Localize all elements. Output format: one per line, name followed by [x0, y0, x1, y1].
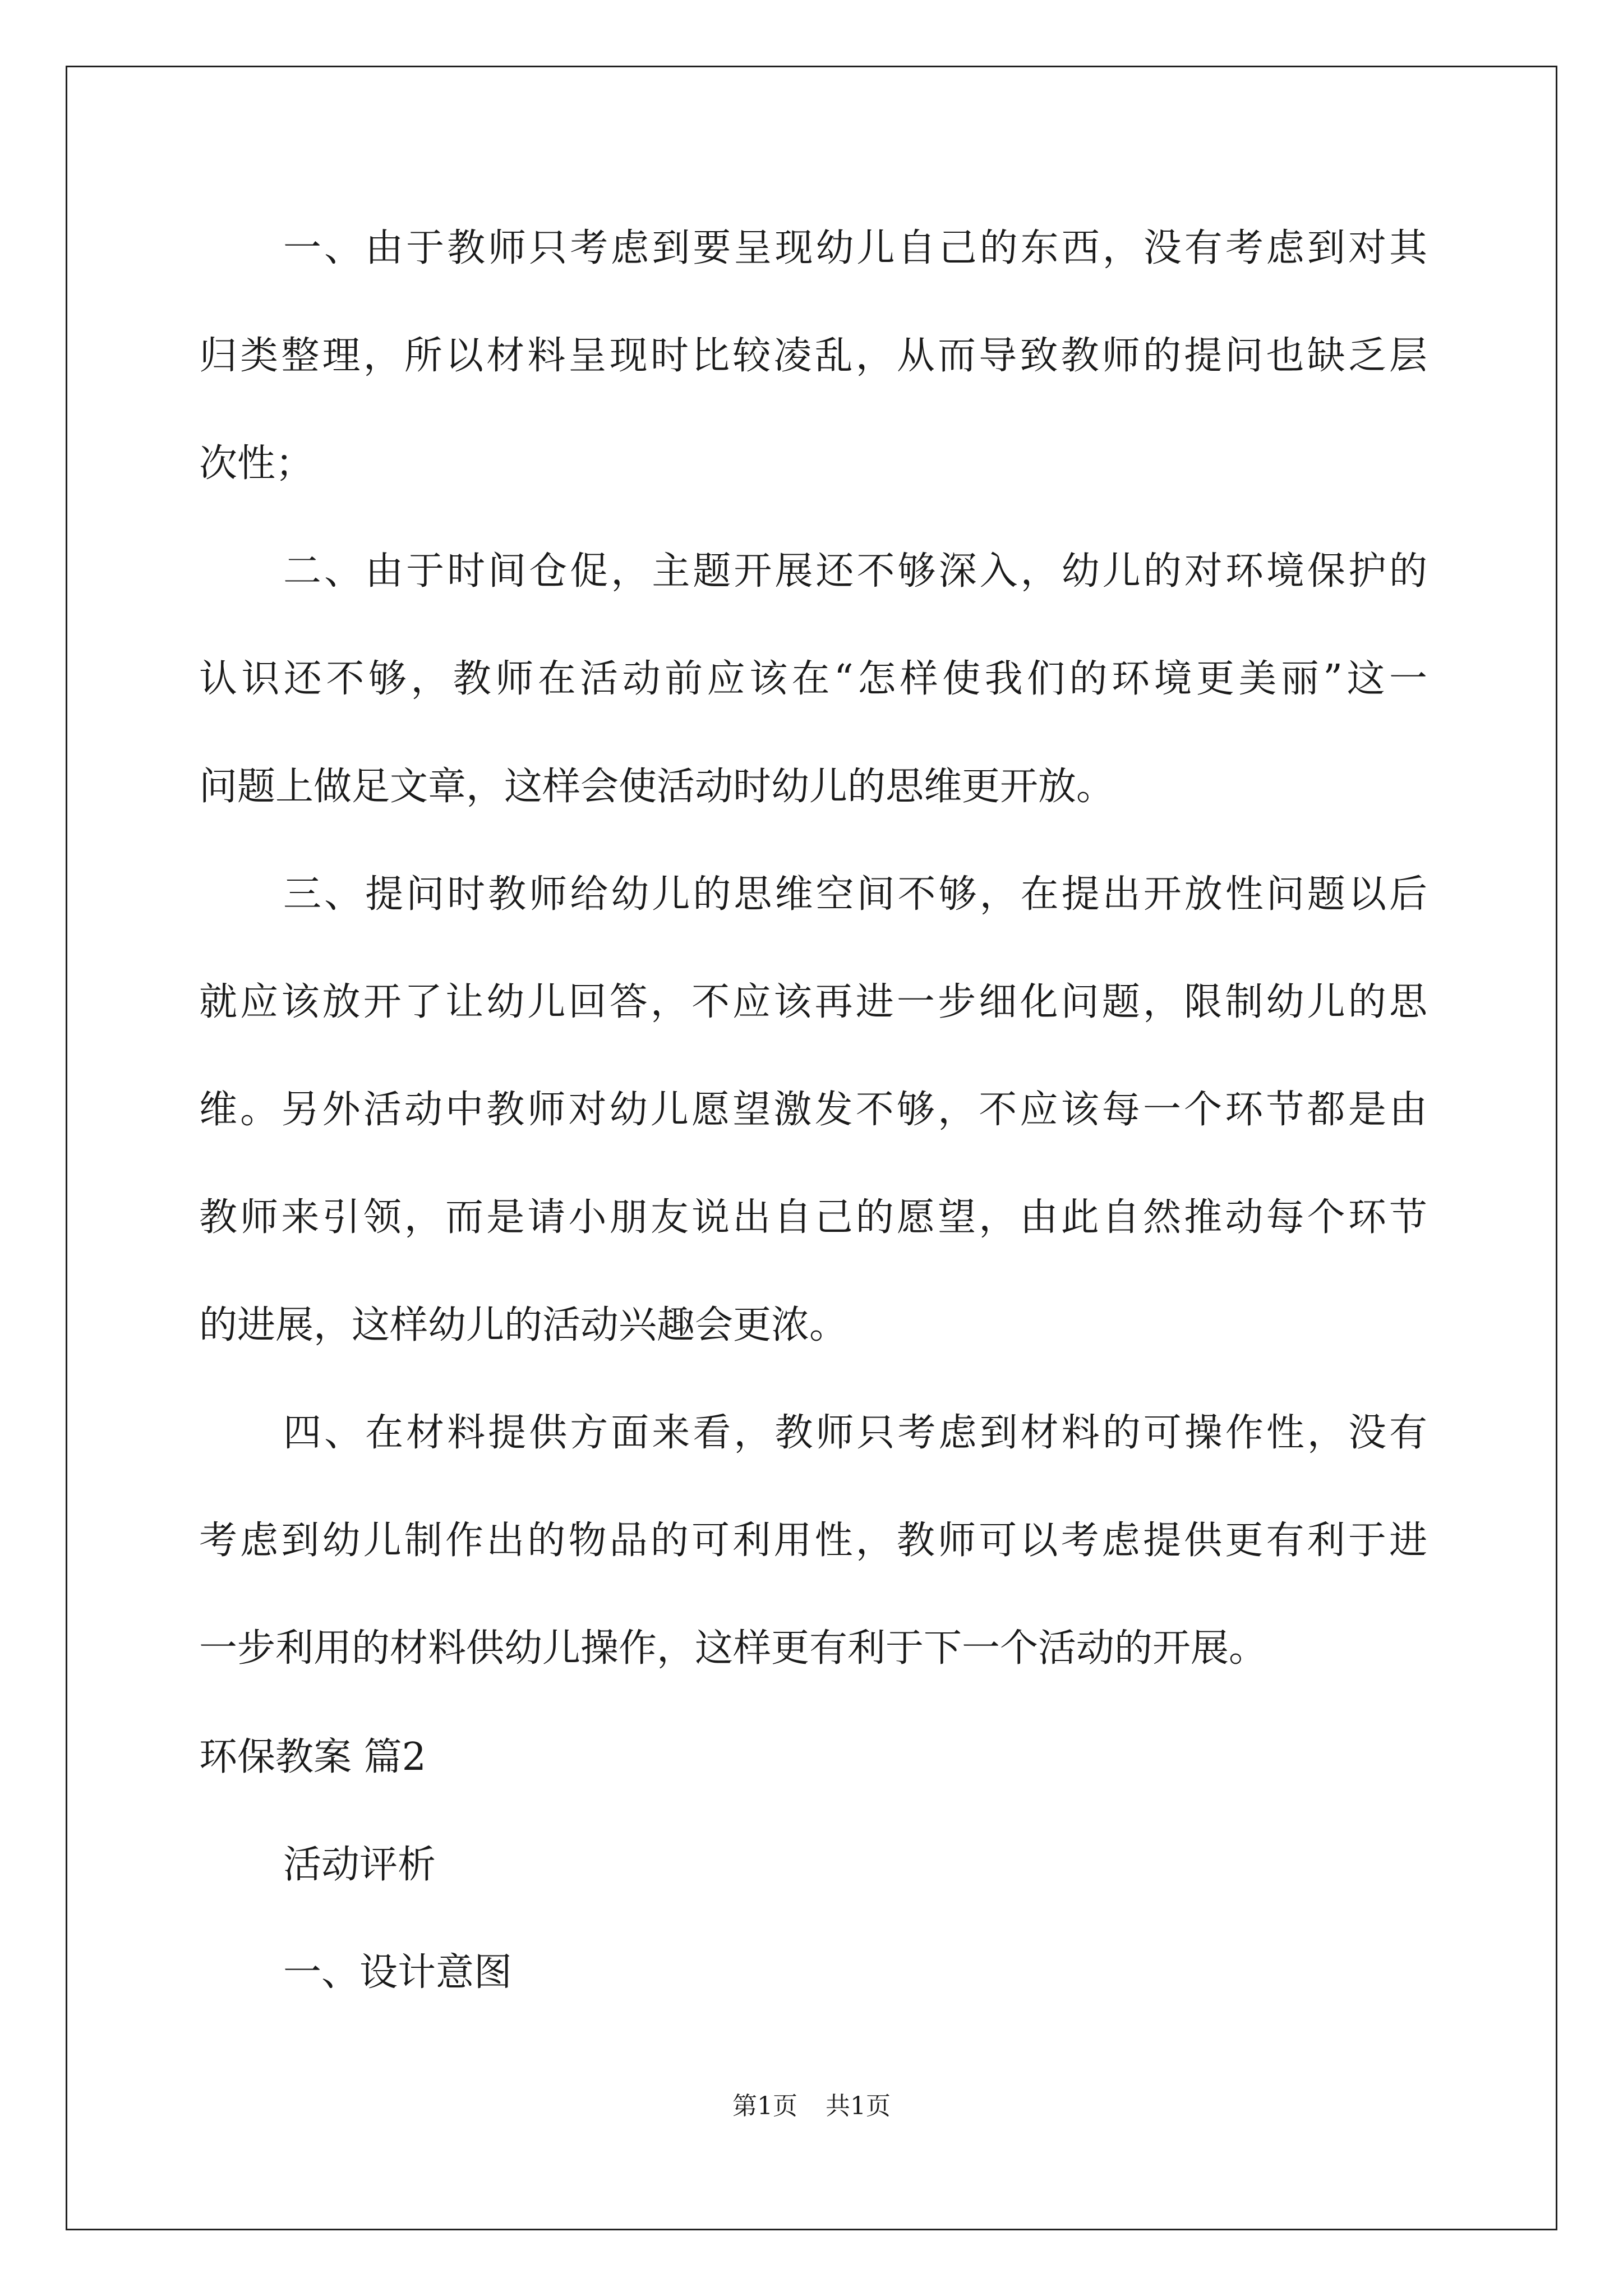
paragraph-4-line-3: 一步利用的材料供幼儿操作，这样更有利于下一个活动的开展。: [199, 1626, 1267, 1671]
paragraph-2-line-1: 二、由于时间仓促，主题开展还不够深入，幼儿的对环境保护的: [283, 549, 1427, 593]
paragraph-2-line-2: 认识还不够，教师在活动前应该在“怎样使我们的环境更美丽”这一: [199, 657, 1427, 701]
paragraph-3-line-2: 就应该放开了让幼儿回答，不应该再进一步细化问题，限制幼儿的思: [199, 980, 1427, 1024]
page-footer: [0, 2090, 1623, 2123]
paragraph-1-line-1: 一、由于教师只考虑到要呈现幼儿自己的东西，没有考虑到对其: [283, 226, 1427, 270]
paragraph-3-line-5: 的进展，这样幼儿的活动兴趣会更浓。: [199, 1303, 848, 1347]
paragraph-1-line-2: 归类整理，所以材料呈现时比较凌乱，从而导致教师的提问也缺乏层: [199, 334, 1427, 378]
sub-heading-design-intent: 一、设计意图: [283, 1950, 513, 1995]
paragraph-3-line-1: 三、提问时教师给幼儿的思维空间不够，在提出开放性问题以后: [283, 872, 1427, 917]
page-total: 共1页: [826, 2092, 891, 2120]
paragraph-2-line-3: 问题上做足文章，这样会使活动时幼儿的思维更开放。: [199, 765, 1115, 809]
page-border: [66, 66, 1557, 2230]
paragraph-3-line-3: 维。另外活动中教师对幼儿愿望激发不够，不应该每一个环节都是由: [199, 1088, 1427, 1132]
paragraph-3-line-4: 教师来引领，而是请小朋友说出自己的愿望，由此自然推动每个环节: [199, 1195, 1427, 1240]
sub-heading-activity-analysis: 活动评析: [283, 1843, 436, 1887]
paragraph-1-line-3: 次性；: [199, 441, 314, 486]
page-number: 第1页: [732, 2092, 797, 2120]
section-heading: 环保教案 篇2: [199, 1735, 426, 1779]
paragraph-4-line-2: 考虑到幼儿制作出的物品的可利用性，教师可以考虑提供更有利于进: [199, 1519, 1427, 1563]
paragraph-4-line-1: 四、在材料提供方面来看，教师只考虑到材料的可操作性，没有: [283, 1411, 1427, 1455]
